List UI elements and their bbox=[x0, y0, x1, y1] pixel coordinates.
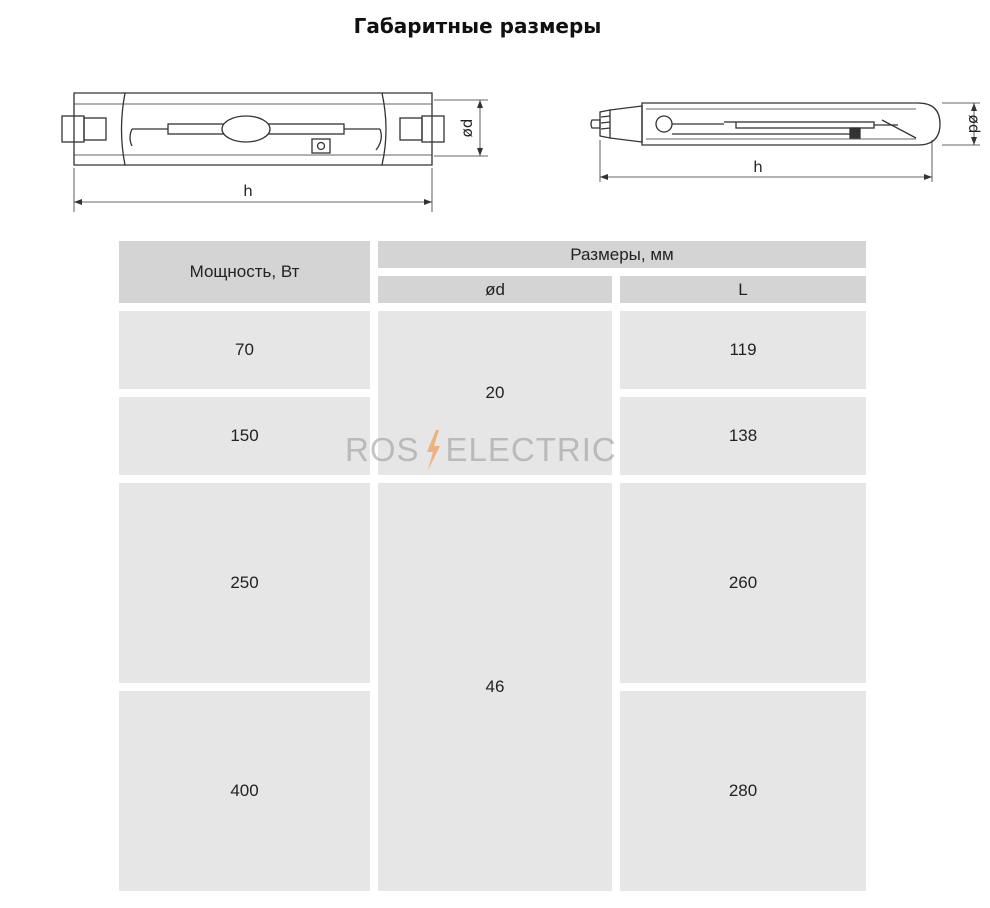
header-power: Мощность, Вт bbox=[119, 241, 370, 303]
header-diameter: ød bbox=[378, 276, 612, 303]
length-cell: 280 bbox=[620, 691, 866, 891]
power-cell: 150 bbox=[119, 397, 370, 475]
power-cell: 400 bbox=[119, 691, 370, 891]
length-cell: 138 bbox=[620, 397, 866, 475]
double-ended-lamp-svg bbox=[50, 80, 500, 220]
right-diameter-label: ød bbox=[965, 114, 983, 134]
header-length: L bbox=[620, 276, 866, 303]
watermark-left-text: ROS bbox=[345, 431, 420, 468]
header-dimensions: Размеры, мм bbox=[378, 241, 866, 268]
single-ended-lamp-svg bbox=[586, 90, 986, 190]
watermark-right-text: ELECTRIC bbox=[445, 431, 617, 468]
diameter-cell: 46 bbox=[378, 483, 612, 891]
length-cell: 119 bbox=[620, 311, 866, 389]
left-h-label: h bbox=[243, 182, 253, 200]
page-title: Габаритные размеры bbox=[353, 14, 602, 38]
length-cell: 260 bbox=[620, 483, 866, 683]
power-cell: 250 bbox=[119, 483, 370, 683]
left-diameter-label: ød bbox=[458, 118, 476, 138]
double-ended-lamp-drawing bbox=[50, 80, 500, 220]
right-h-label: h bbox=[753, 158, 763, 176]
single-ended-lamp-drawing bbox=[586, 90, 986, 190]
diameter-cell: 20 bbox=[378, 311, 612, 475]
power-cell: 70 bbox=[119, 311, 370, 389]
